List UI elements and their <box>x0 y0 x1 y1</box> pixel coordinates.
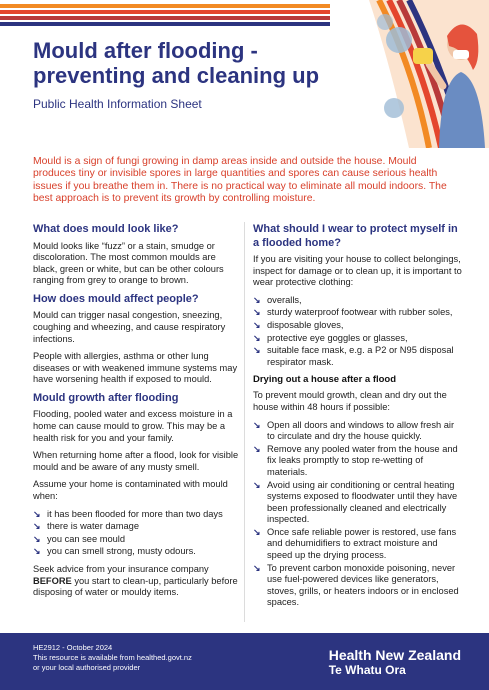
list-item: ↘ Once safe reliable power is restored, use fans and dehumidifiers to extract moisture and speed up the drying process. <box>253 526 457 561</box>
brand-name: Health New Zealand <box>328 647 461 663</box>
list-item: ↘ you can smell strong, musty odours. <box>33 546 196 557</box>
footer-meta <box>33 643 192 673</box>
cleaning-illustration <box>369 0 489 148</box>
sponge-icon <box>413 48 433 64</box>
list-item: ↘ To prevent carbon monoxide poisoning, never use fuel-powered devices like generators, stoves, grills, or heaters indoors or in enclosed spaces. <box>253 562 459 608</box>
mould-spot-icon <box>386 27 412 53</box>
drying-steps-list <box>253 420 463 610</box>
contamination-list <box>33 509 241 558</box>
intro-text: Mould is a sign of fungi growing in damp areas inside and outside the house. Mould produces tiny or invisible spores in large quantities and spores can cause serious health issues if you breathe them in. There is no practical way to eliminate all mould indoors. The best approach is to prevent its growth by controlling moisture. <box>33 156 447 205</box>
list-item: ↘ it has been flooded for more than two days <box>33 508 223 519</box>
decor-stripe <box>0 16 330 20</box>
column-divider <box>244 222 245 622</box>
brand-name-maori: Te Whatu Ora <box>328 663 406 677</box>
arrow-down-right-icon: ↘ <box>253 562 261 573</box>
footer-line: This resource is available from healthed.govt.nz <box>33 653 192 662</box>
list-item: ↘ protective eye goggles or glasses, <box>253 332 408 343</box>
arrow-down-right-icon: ↘ <box>33 533 41 544</box>
arrow-down-right-icon: ↘ <box>253 307 261 318</box>
resource-code: HE2912 - October 2024 <box>33 643 113 652</box>
list-item: ↘ you can see mould <box>33 533 126 544</box>
list-item: ↘ disposable gloves, <box>253 319 344 330</box>
paragraph: Mould looks like “fuzz” or a stain, smudge or discoloration. The most common moulds are black, green or white, but can be other colours ranging from grey to orange to brown. <box>33 240 224 286</box>
page-title: Mould after flooding - preventing and cleaning up <box>33 38 320 88</box>
arrow-down-right-icon: ↘ <box>253 526 261 537</box>
list-item: ↘ Remove any pooled water from the house and fix leaks promptly to stop re-wetting of materials. <box>253 443 458 477</box>
list-item: ↘ suitable face mask, e.g. a P2 or N95 disposal respirator mask. <box>253 345 454 367</box>
brand-logo <box>329 647 461 677</box>
list-item: ↘ Avoid using air conditioning or central heating systems exposed to floodwater until they have been professionally cleaned and electrically inspected. <box>253 479 458 525</box>
section-heading: What should I wear to protect myself in a flooded home? <box>253 223 458 249</box>
sub-heading: Drying out a house after a flood <box>253 374 397 386</box>
paragraph: Seek advice from your insurance company BEFORE you start to clean-up, particularly before disposing of water or mouldy items. <box>33 563 238 598</box>
arrow-down-right-icon: ↘ <box>33 521 41 532</box>
section-heading: Mould growth after flooding <box>33 391 179 404</box>
paragraph: Mould can trigger nasal congestion, sneezing, coughing and wheezing, and cause respiratory infections. <box>33 310 226 344</box>
arrow-down-right-icon: ↘ <box>33 546 41 557</box>
footer <box>0 633 489 690</box>
arrow-down-right-icon: ↘ <box>253 479 261 490</box>
section-heading: What does mould look like? <box>33 223 179 235</box>
arrow-down-right-icon: ↘ <box>33 508 41 519</box>
header-banner <box>0 0 489 148</box>
arrow-down-right-icon: ↘ <box>253 419 261 430</box>
paragraph: Flooding, pooled water and excess moisture in a home can cause mould to grow. This may be a health risk for you and your family. <box>33 409 233 443</box>
footer-line: or your local authorised provider <box>33 663 141 672</box>
list-item: ↘ sturdy waterproof footwear with rubber soles, <box>253 307 453 318</box>
section-heading: How does mould affect people? <box>33 292 199 305</box>
paragraph: Assume your home is contaminated with mould when: <box>33 479 228 501</box>
list-item: ↘ overalls, <box>253 294 302 305</box>
list-item: ↘ there is water damage <box>33 521 139 532</box>
arrow-down-right-icon: ↘ <box>253 294 261 305</box>
arrow-down-right-icon: ↘ <box>253 443 261 454</box>
arrow-down-right-icon: ↘ <box>253 345 261 356</box>
paragraph: If you are visiting your house to collect belongings, inspect for damage or to clean up, it is important to wear protective clothing: <box>253 254 462 288</box>
page-subtitle: Public Health Information Sheet <box>33 97 202 111</box>
paragraph: To prevent mould growth, clean and dry out the house within 48 hours if possible: <box>253 390 447 412</box>
arrow-down-right-icon: ↘ <box>253 332 261 343</box>
paragraph: When returning home after a flood, look for visible mould and be aware of any musty smell. <box>33 450 239 472</box>
protective-clothing-list <box>253 295 463 369</box>
left-column <box>33 218 241 605</box>
decor-stripe <box>0 22 330 26</box>
right-column <box>253 218 463 615</box>
decor-stripe <box>0 10 330 14</box>
list-item: ↘ Open all doors and windows to allow fresh air to circulate and dry the house quickly. <box>253 419 455 442</box>
arrow-down-right-icon: ↘ <box>253 319 261 330</box>
decor-stripe <box>0 4 330 8</box>
paragraph: People with allergies, asthma or other lung diseases or with weakened immune systems may have worsening health if exposed to mould. <box>33 351 238 385</box>
